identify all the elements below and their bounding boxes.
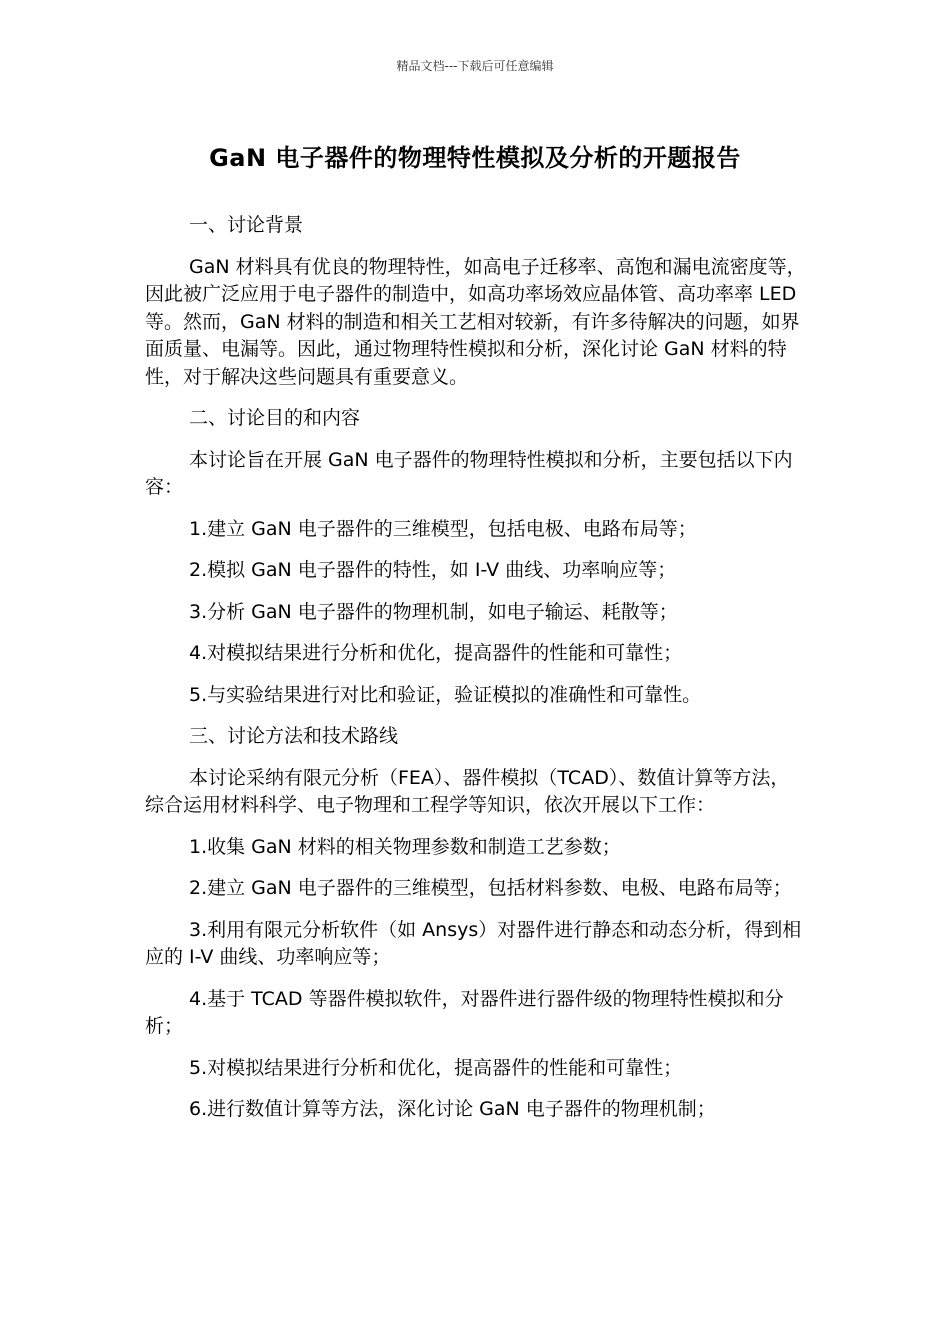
paragraph-purpose-intro: 本讨论旨在开展 GaN 电子器件的物理特性模拟和分析，主要包括以下内容： (145, 448, 793, 498)
paragraph-methods-intro: 本讨论采纳有限元分析（FEA）、器件模拟（TCAD）、数值计算等方法，综合运用材料科学、电子物理和工程学等知识，依次开展以下工作： (145, 766, 790, 816)
purpose-item-4: 4.对模拟结果进行分析和优化，提高器件的性能和可靠性； (189, 642, 683, 664)
method-item-5: 5.对模拟结果进行分析和优化，提高器件的性能和可靠性； (189, 1056, 683, 1079)
method-item-4: 4.基于 TCAD 等器件模拟软件，对器件进行器件级的物理特性模拟和分析； (145, 987, 784, 1037)
document-title: GaN 电子器件的物理特性模拟及分析的开题报告 (209, 144, 741, 172)
section-heading-methods: 三、讨论方法和技术路线 (189, 725, 399, 747)
purpose-item-2: 2.模拟 GaN 电子器件的特性，如 I-V 曲线、功率响应等； (189, 559, 677, 581)
section-heading-purpose: 二、讨论目的和内容 (189, 407, 361, 429)
purpose-item-1: 1.建立 GaN 电子器件的三维模型，包括电极、电路布局等； (189, 517, 697, 540)
method-item-2: 2.建立 GaN 电子器件的三维模型，包括材料参数、电极、电路布局等； (189, 877, 792, 899)
section-heading-background: 一、讨论背景 (189, 214, 304, 236)
method-item-6: 6.进行数值计算等方法，深化讨论 GaN 电子器件的物理机制； (189, 1098, 716, 1120)
header-note: 精品文档---下载后可任意编辑 (396, 59, 554, 73)
paragraph-background: GaN 材料具有优良的物理特性，如高电子迁移率、高饱和漏电流密度等，因此被广泛应用于电子器件的制造中，如高功率场效应晶体管、高功率率 LED 等。然而，GaN 材料的制造和相关工艺相对较新，有许多待解决的问题，如界面质量、电漏等。因此，通过物理特性模拟和分析，深化讨论 GaN 材料的特性，对于解决这些问题具有重要意义。 (145, 255, 806, 388)
document-body (145, 212, 807, 1138)
method-item-1: 1.收集 GaN 材料的相关物理参数和制造工艺参数； (189, 835, 621, 858)
purpose-item-5: 5.与实验结果进行对比和验证，验证模拟的准确性和可靠性。 (189, 683, 702, 706)
purpose-item-3: 3.分析 GaN 电子器件的物理机制，如电子输运、耗散等； (189, 600, 678, 623)
method-item-3: 3.利用有限元分析软件（如 Ansys）对器件进行静态和动态分析，得到相应的 I-V 曲线、功率响应等； (145, 918, 802, 968)
